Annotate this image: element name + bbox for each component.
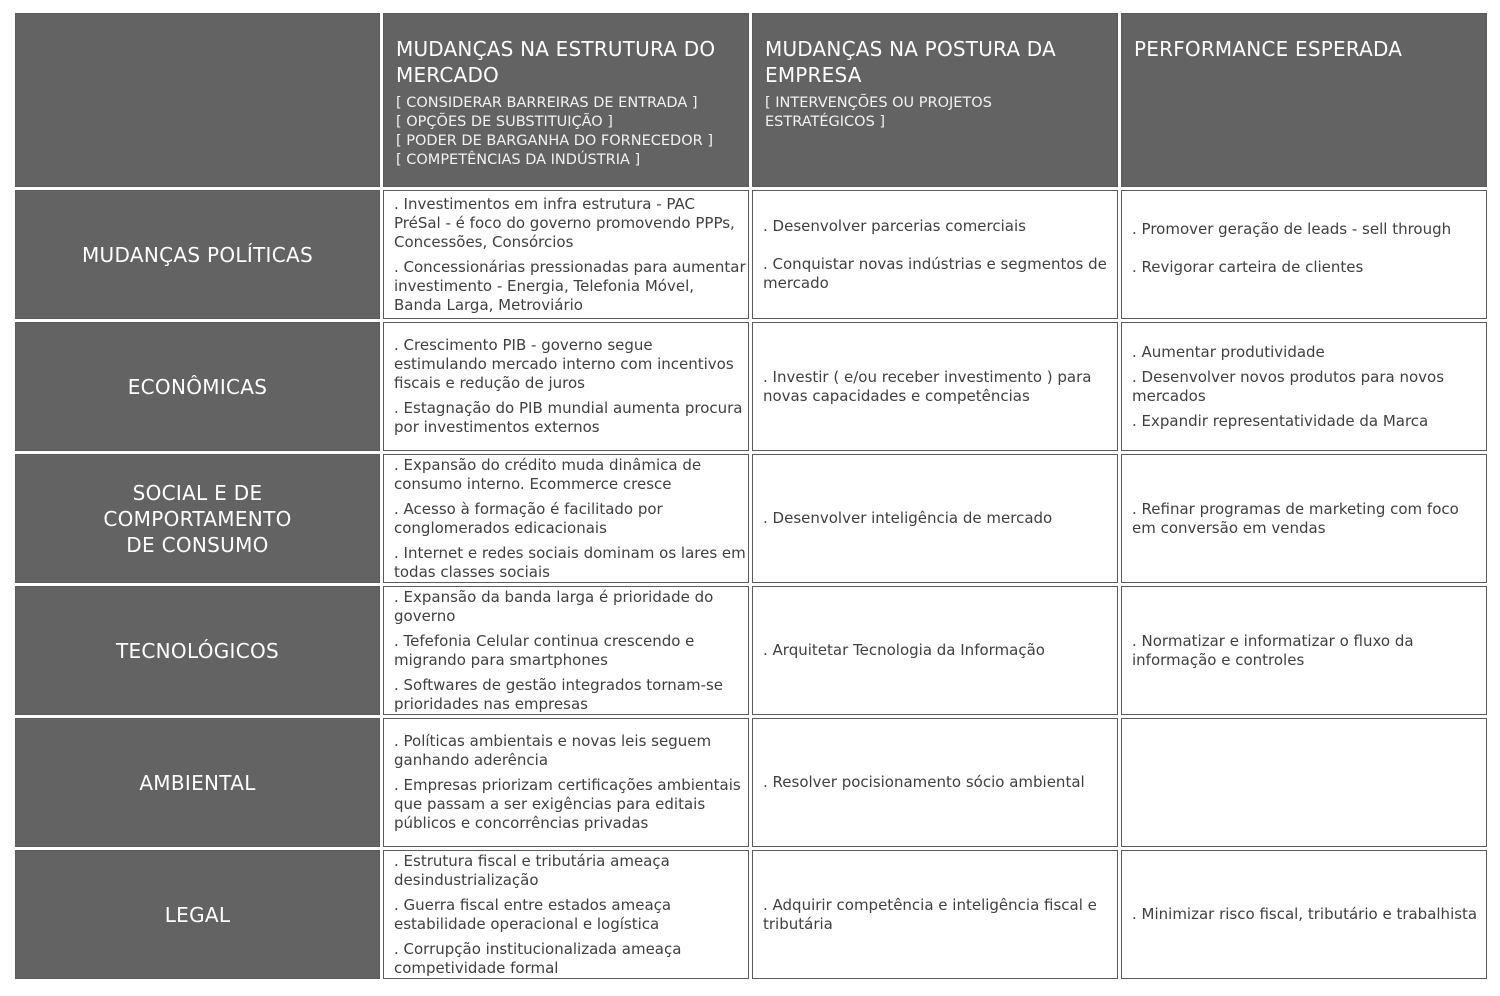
row-label-tecnologicos: TECNOLÓGICOS bbox=[15, 586, 380, 715]
market-item: . Guerra fiscal entre estados ameaça estabilidade operacional e logística bbox=[394, 895, 672, 933]
market-item: . Expansão do crédito muda dinâmica de consumo interno. Ecommerce cresce bbox=[394, 455, 702, 493]
header-note: [ OPÇÕES DE SUBSTITUIÇÃO ] bbox=[396, 114, 613, 130]
market-item: . Crescimento PIB - governo segue estimulando mercado interno com incentivos fiscais e redução de juros bbox=[394, 336, 734, 392]
market-item: . Acesso à formação é facilitado por conglomerados edicacionais bbox=[394, 499, 663, 537]
market-cell-ambiental bbox=[383, 718, 749, 847]
posture-cell-tecnologicos bbox=[752, 586, 1118, 715]
market-item: . Investimentos em infra estrutura - PAC PréSal - é foco do governo promovendo PPPs, Concessões, Consórcios bbox=[394, 194, 735, 251]
performance-item: . Refinar programas de marketing com foco em conversão em vendas bbox=[1132, 499, 1459, 537]
posture-cell-economicas bbox=[752, 322, 1118, 451]
header-note: [ CONSIDERAR BARREIRAS DE ENTRADA ] bbox=[396, 95, 698, 111]
market-item: . Empresas priorizam certificações ambientais que passam a ser exigências para editais públicos e concorrências privadas bbox=[394, 776, 741, 832]
posture-cell-politicas bbox=[752, 190, 1118, 319]
row-label-economicas: ECONÔMICAS bbox=[15, 322, 380, 451]
posture-cell-social bbox=[752, 454, 1118, 583]
market-cell-politicas bbox=[383, 190, 749, 319]
header-note: [ COMPETÊNCIAS DA INDÚSTRIA ] bbox=[396, 152, 641, 168]
performance-item: . Desenvolver novos produtos para novos mercados bbox=[1132, 367, 1445, 405]
performance-cell-ambiental bbox=[1121, 718, 1487, 847]
performance-item: . Revigorar carteira de clientes bbox=[1132, 258, 1364, 276]
header-market-structure bbox=[383, 13, 749, 187]
row-label-ambiental: AMBIENTAL bbox=[15, 718, 380, 847]
performance-item: . Expandir representatividade da Marca bbox=[1132, 411, 1429, 430]
market-item: . Softwares de gestão integrados tornam-se prioridades nas empresas bbox=[394, 675, 724, 713]
posture-item: . Desenvolver parcerias comerciais bbox=[763, 216, 1026, 235]
performance-cell-legal bbox=[1121, 850, 1487, 979]
market-item: . Internet e redes sociais dominam os lares em todas classes sociais bbox=[394, 543, 746, 581]
market-item: . Tefefonia Celular continua crescendo e migrando para smartphones bbox=[394, 631, 695, 669]
performance-item: . Normatizar e informatizar o fluxo da informação e controles bbox=[1132, 631, 1414, 669]
header-market-structure-notes bbox=[396, 94, 740, 170]
header-company-posture-notes bbox=[765, 94, 1109, 132]
performance-cell-tecnologicos bbox=[1121, 586, 1487, 715]
market-cell-economicas bbox=[383, 322, 749, 451]
market-cell-legal bbox=[383, 850, 749, 979]
market-item: . Políticas ambientais e novas leis seguem ganhando aderência bbox=[394, 732, 712, 769]
performance-cell-politicas bbox=[1121, 190, 1487, 319]
header-expected-performance bbox=[1121, 13, 1487, 187]
market-item: . Estrutura fiscal e tributária ameaça desindustrialização bbox=[394, 851, 670, 889]
market-item: . Concessionárias pressionadas para aumentar investimento - Energia, Telefonia Móvel, Banda Larga, Metroviário bbox=[394, 257, 746, 314]
header-company-posture-title: MUDANÇAS NA POSTURA DA EMPRESA bbox=[765, 37, 1056, 87]
market-cell-social bbox=[383, 454, 749, 583]
performance-item: . Promover geração de leads - sell through bbox=[1132, 220, 1452, 238]
header-expected-performance-title: PERFORMANCE ESPERADA bbox=[1134, 37, 1403, 61]
header-note: [ PODER DE BARGANHA DO FORNECEDOR ] bbox=[396, 133, 713, 149]
posture-cell-ambiental bbox=[752, 718, 1118, 847]
header-company-posture bbox=[752, 13, 1118, 187]
posture-item: . Investir ( e/ou receber investimento ) para novas capacidades e competências bbox=[763, 367, 1092, 405]
row-label-legal: LEGAL bbox=[15, 850, 380, 979]
posture-item: . Resolver pocisionamento sócio ambiental bbox=[763, 773, 1085, 791]
posture-item: . Adquirir competência e inteligência fiscal e tributária bbox=[763, 895, 1097, 933]
market-item: . Corrupção institucionalizada ameaça competividade formal bbox=[394, 939, 682, 977]
performance-cell-social bbox=[1121, 454, 1487, 583]
posture-cell-legal bbox=[752, 850, 1118, 979]
header-note: [ INTERVENÇÕES OU PROJETOS ESTRATÉGICOS ] bbox=[765, 95, 992, 130]
market-item: . Expansão da banda larga é prioridade do governo bbox=[394, 587, 714, 625]
header-corner-cell bbox=[15, 13, 380, 187]
posture-item: . Arquitetar Tecnologia da Informação bbox=[763, 641, 1045, 659]
market-cell-tecnologicos bbox=[383, 586, 749, 715]
performance-item: . Minimizar risco fiscal, tributário e trabalhista bbox=[1132, 905, 1478, 923]
performance-item: . Aumentar produtividade bbox=[1132, 342, 1325, 361]
performance-cell-economicas bbox=[1121, 322, 1487, 451]
row-label-social: SOCIAL E DE COMPORTAMENTO DE CONSUMO bbox=[15, 454, 380, 583]
posture-item: . Conquistar novas indústrias e segmentos de mercado bbox=[763, 254, 1107, 292]
posture-item: . Desenvolver inteligência de mercado bbox=[763, 509, 1053, 527]
row-label-politicas: MUDANÇAS POLÍTICAS bbox=[15, 190, 380, 319]
market-item: . Estagnação do PIB mundial aumenta procura por investimentos externos bbox=[394, 399, 743, 436]
header-market-structure-title: MUDANÇAS NA ESTRUTURA DO MERCADO bbox=[396, 37, 716, 87]
